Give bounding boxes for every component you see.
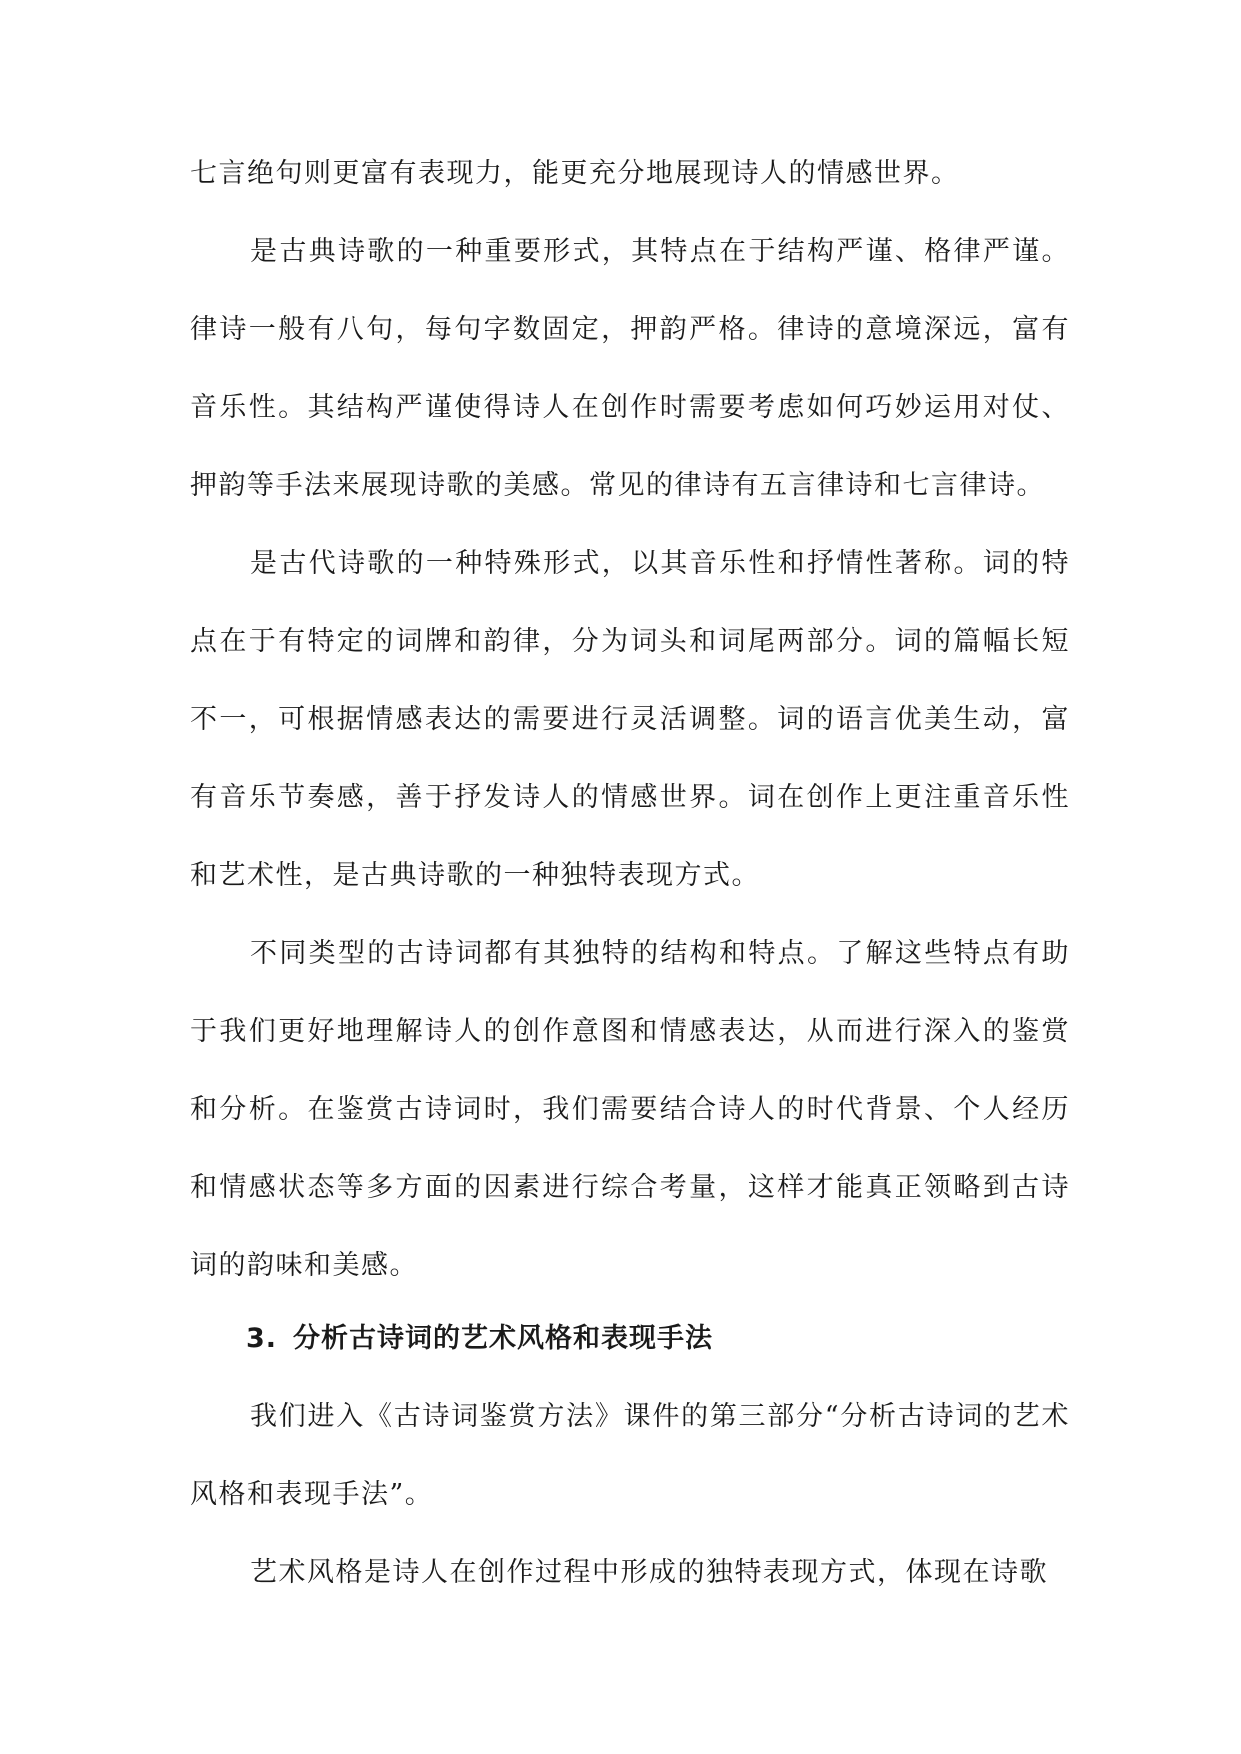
paragraph-section-intro: 我们进入《古诗词鉴赏方法》课件的第三部分“分析古诗词的艺术风格和表现手法”。 bbox=[190, 1401, 1070, 1510]
paragraph-summary: 不同类型的古诗词都有其独特的结构和特点。了解这些特点有助于我们更好地理解诗人的创作意图和情感表达，从而进行深入的鉴赏和分析。在鉴赏古诗词时，我们需要结合诗人的时代背景、个人经历和情感状态等多方面的因素进行综合考量，这样才能真正领略到古诗词的韵味和美感。 bbox=[190, 938, 1070, 1281]
paragraph-art-style: 艺术风格是诗人在创作过程中形成的独特表现方式，体现在诗歌 bbox=[250, 1557, 1048, 1588]
section-heading-number: 3. bbox=[246, 1323, 278, 1354]
paragraph-lushi: 是古典诗歌的一种重要形式，其特点在于结构严谨、格律严谨。律诗一般有八句，每句字数固定，押韵严格。律诗的意境深远，富有音乐性。其结构严谨使得诗人在创作时需要考虑如何巧妙运用对仗、押韵等手法来展现诗歌的美感。常见的律诗有五言律诗和七言律诗。 bbox=[190, 236, 1070, 501]
paragraph-continuation: 七言绝句则更富有表现力，能更充分地展现诗人的情感世界。 bbox=[190, 158, 960, 189]
paragraph-ci: 是古代诗歌的一种特殊形式，以其音乐性和抒情性著称。词的特点在于有特定的词牌和韵律，分为词头和词尾两部分。词的篇幅长短不一，可根据情感表达的需要进行灵活调整。词的语言优美生动，富有音乐节奏感，善于抒发诗人的情感世界。词在创作上更注重音乐性和艺术性，是古典诗歌的一种独特表现方式。 bbox=[190, 548, 1070, 891]
section-heading-title: 分析古诗词的艺术风格和表现手法 bbox=[293, 1323, 714, 1354]
section-heading bbox=[246, 1300, 1066, 1378]
